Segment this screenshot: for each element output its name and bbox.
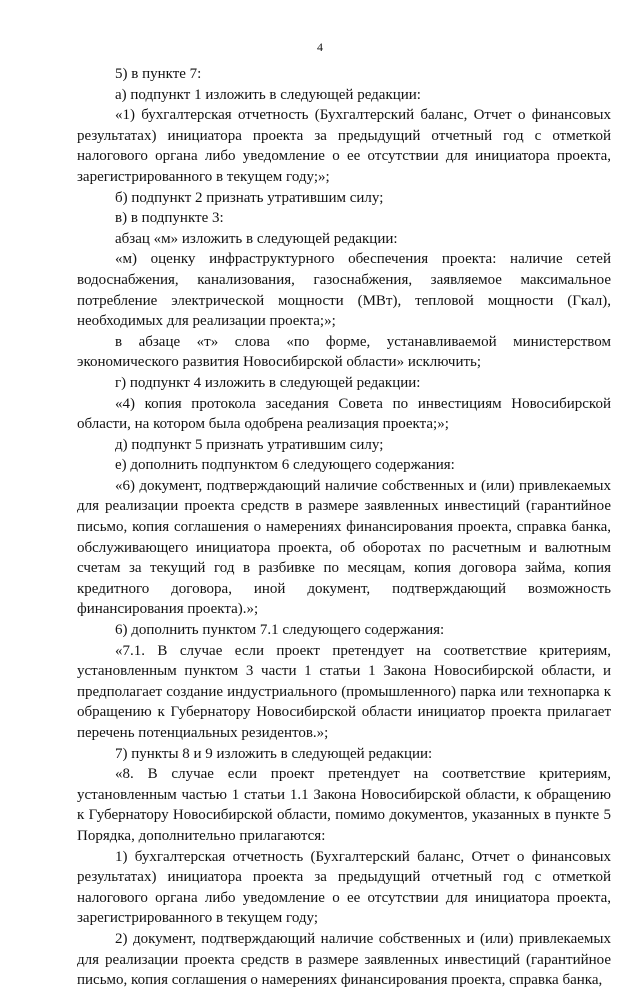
paragraph-item-6: 6) дополнить пунктом 7.1 следующего содержания: (115, 622, 445, 639)
document-body (77, 64, 611, 991)
paragraph-subitem-b: б) подпункт 2 признать утратившим силу; (115, 189, 384, 206)
paragraph-quoted-subitem-6: «6) документ, подтверждающий наличие собственных и (или) привлекаемых для реализации проекта средств в размере заявленных инвестиций (гарантийное письмо, копия соглашения о намерениях финансирования проекта, справка банка, обслуживающего инициатора проекта, об оборотах по расчетным и валютным счетам за текущий год в разбивке по месяцам, копия договора займа, копия кредитного договора, иной документ, подтверждающий возможность финансирования проекта).»; (77, 477, 611, 618)
page-number: 4 (317, 40, 323, 54)
paragraph-item-5: 5) в пункте 7: (115, 66, 202, 82)
paragraph-quoted-8: «8. В случае если проект претендует на соответствие критериям, установленным частью 1 статьи 1.1 Закона Новосибирской области, к обращению к Губернатору Новосибирской области, помимо документов, указанных в пункте 5 Порядка, дополнительно прилагаются: (77, 766, 611, 844)
paragraph-quoted-m: «м) оценку инфраструктурного обеспечения проекта: наличие сетей водоснабжения, канализования, газоснабжения, заявляемое максимальное потребление электрической мощности (МВт), тепловой мощности (Гкал), необходимых для реализации проекта;»; (77, 251, 611, 330)
paragraph-subitem-v: в) в подпункте 3: (115, 210, 224, 227)
paragraph-abzac-m: абзац «м» изложить в следующей редакции: (115, 230, 398, 247)
paragraph-abzac-t: в абзаце «т» слова «по форме, устанавливаемой министерством экономического развития Новосибирской области» исключить; (77, 333, 611, 371)
paragraph-8-subitem-2: 2) документ, подтверждающий наличие собственных и (или) привлекаемых для реализации проекта средств в размере заявленных инвестиций (гарантийное письмо, копия соглашения о намерениях финансирования проекта, справка банка, (77, 930, 611, 989)
paragraph-quoted-7-1: «7.1. В случае если проект претендует на соответствие критериям, установленным пунктом 3 части 1 статьи 1 Закона Новосибирской области, и предполагает создание индустриального (промышленного) парка или технопарка к обращению к Губернатору Новосибирской области инициатор проекта прилагает перечень потенциальных резидентов.»; (77, 642, 611, 741)
paragraph-subitem-g: г) подпункт 4 изложить в следующей редакции: (115, 374, 421, 391)
paragraph-8-subitem-1: 1) бухгалтерская отчетность (Бухгалтерский баланс, Отчет о финансовых результатах) инициатора проекта за предыдущий отчетный год с отметкой налогового органа либо уведомление о ее отсутствии для инициатора проекта, зарегистрированного в текущем году; (77, 848, 611, 927)
paragraph-subitem-e: е) дополнить подпунктом 6 следующего содержания: (115, 457, 455, 474)
paragraph-subitem-a: а) подпункт 1 изложить в следующей редакции: (115, 86, 421, 103)
paragraph-quoted-subitem-1: «1) бухгалтерская отчетность (Бухгалтерский баланс, Отчет о финансовых результатах) инициатора проекта за предыдущий отчетный год с отметкой налогового органа либо уведомление о ее отсутствии для инициатора проекта, зарегистрированного в текущем году;»; (77, 107, 611, 185)
paragraph-quoted-subitem-4: «4) копия протокола заседания Совета по инвестициям Новосибирской области, на котором была одобрена реализация проекта;»; (77, 395, 611, 433)
paragraph-subitem-d: д) подпункт 5 признать утратившим силу; (115, 436, 384, 453)
paragraph-item-7: 7) пункты 8 и 9 изложить в следующей редакции: (115, 745, 433, 762)
